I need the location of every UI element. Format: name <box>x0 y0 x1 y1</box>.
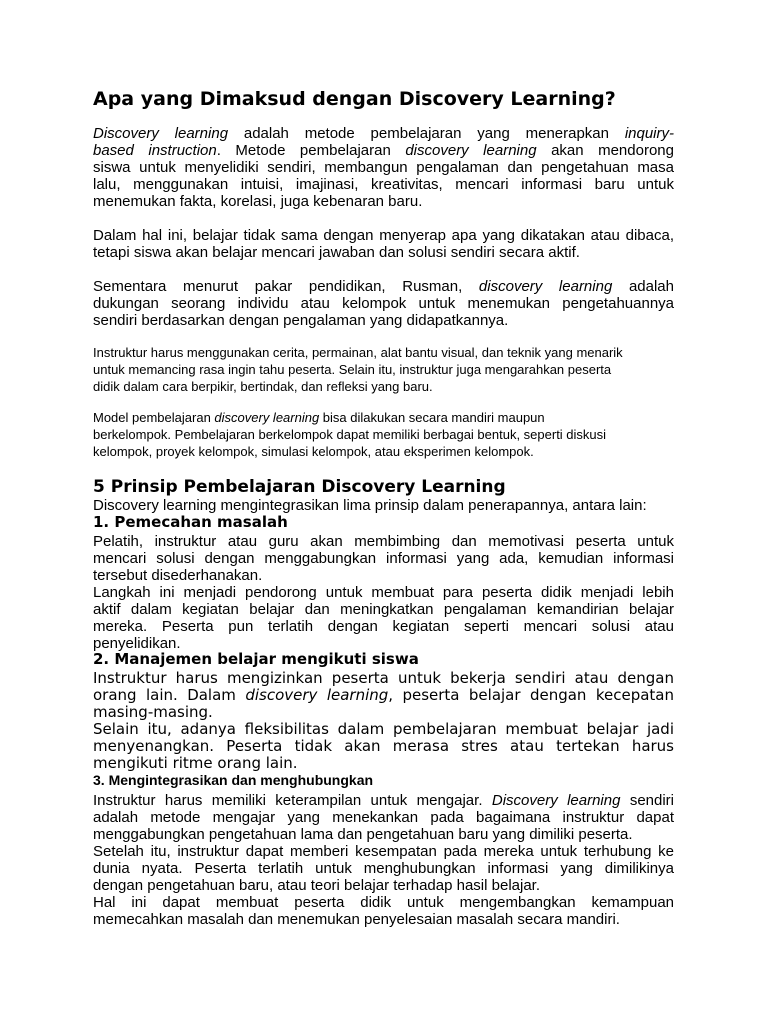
text-line: Instruktur harus menggunakan cerita, permainan, alat bantu visual, dan teknik yang menarik <box>93 345 623 360</box>
text-line: Sementara menurut pakar pendidikan, Rusman, discovery learning adalah <box>93 278 674 295</box>
text-line: menemukan fakta, korelasi, juga kebenaran baru. <box>93 193 423 210</box>
page-title: Apa yang Dimaksud dengan Discovery Learning? <box>93 88 616 110</box>
text-line: Dalam hal ini, belajar tidak sama dengan menyerap apa yang dikatakan atau dibaca, <box>93 227 674 244</box>
text-line: Hal ini dapat membuat peserta didik untuk mengembangkan kemampuan <box>93 894 674 911</box>
text-line: adalah metode mengajar yang menekankan pada bagaimana instruktur dapat <box>93 809 674 826</box>
text-line: Selain itu, adanya fleksibilitas dalam pembelajaran membuat belajar jadi <box>93 720 674 738</box>
text-line: Langkah ini menjadi pendorong untuk membuat para peserta didik menjadi lebih <box>93 584 674 601</box>
principle-1-text <box>93 533 674 652</box>
text-line: Instruktur harus memiliki keterampilan untuk mengajar. Discovery learning sendiri <box>93 792 675 809</box>
text-line: berkelompok. Pembelajaran berkelompok dapat memiliki berbagai bentuk, seperti diskusi <box>93 427 607 442</box>
text-line: didik dalam cara berpikir, bertindak, dan refleksi yang baru. <box>93 379 433 394</box>
text-line: mereka. Peserta pun terlatih dengan kegiatan seperti mencari solusi atau <box>93 618 674 635</box>
section-lead <box>93 497 674 514</box>
text-line: Discovery learning adalah metode pembelajaran yang menerapkan inquiry- <box>93 125 674 142</box>
text-line: Pelatih, instruktur atau guru akan membimbing dan memotivasi peserta untuk <box>93 533 674 550</box>
text-line: tetapi siswa akan belajar mencari jawaban dan solusi sendiri secara aktif. <box>93 244 580 261</box>
intro-paragraph-4 <box>93 344 674 395</box>
text-line: orang lain. Dalam discovery learning, peserta belajar dengan kecepatan <box>93 686 674 704</box>
text-line: Setelah itu, instruktur dapat memberi kesempatan pada mereka untuk terhubung ke <box>93 843 674 860</box>
principle-3-heading: 3. Mengintegrasikan dan menghubungkan <box>93 772 374 788</box>
text-line: dukungan seorang individu atau kelompok untuk menemukan pengetahuannya <box>93 295 674 312</box>
text-line: untuk memancing rasa ingin tahu peserta. Selain itu, instruktur juga mengarahkan peserta <box>93 362 612 377</box>
text-line: menyenangkan. Peserta tidak akan merasa stres atau tertekan harus <box>93 737 674 755</box>
text-line: Discovery learning mengintegrasikan lima prinsip dalam penerapannya, antara lain: <box>93 497 647 514</box>
intro-paragraph-1 <box>93 125 674 210</box>
principle-2-heading: 2. Manajemen belajar mengikuti siswa <box>93 650 419 668</box>
principle-3-text <box>93 792 674 928</box>
principle-1-heading: 1. Pemecahan masalah <box>93 513 288 531</box>
text-line: lalu, menggunakan intuisi, imajinasi, kreativitas, mencari informasi baru untuk <box>93 176 674 193</box>
text-line: tersebut disederhanakan. <box>93 567 263 584</box>
intro-paragraph-5 <box>93 409 674 460</box>
text-line: Instruktur harus mengizinkan peserta untuk bekerja sendiri atau dengan <box>93 669 674 687</box>
intro-paragraph-3 <box>93 278 674 329</box>
text-line: menggabungkan pengetahuan lama dan pengetahuan baru yang dimiliki peserta. <box>93 826 633 843</box>
text-line: mencari solusi dengan menggabungkan informasi yang ada, kemudian informasi <box>93 550 674 567</box>
text-line: penyelidikan. <box>93 635 181 652</box>
text-line: mengikuti ritme orang lain. <box>93 754 298 772</box>
text-line: kelompok, proyek kelompok, simulasi kelompok, atau eksperimen kelompok. <box>93 444 534 459</box>
text-line: based instruction. Metode pembelajaran discovery learning akan mendorong <box>93 142 674 159</box>
text-line: memecahkan masalah dan menemukan penyelesaian masalah secara mandiri. <box>93 911 620 928</box>
text-line: aktif dalam kegiatan belajar dan meningkatkan pengalaman kemandirian belajar <box>93 601 674 618</box>
text-line: siswa untuk menyelidiki sendiri, membangun pengalaman dan pengetahuan masa <box>93 159 674 176</box>
intro-paragraph-2 <box>93 227 674 261</box>
text-line: dengan pengetahuan baru, atau teori belajar terhadap hasil belajar. <box>93 877 541 894</box>
text-line: sendiri berdasarkan dengan pengalaman yang didapatkannya. <box>93 312 509 329</box>
text-line: Model pembelajaran discovery learning bisa dilakukan secara mandiri maupun <box>93 410 545 425</box>
principle-2-text <box>93 670 674 772</box>
text-line: dunia nyata. Peserta terlatih untuk menghubungkan informasi yang dimilikinya <box>93 860 674 877</box>
section-title: 5 Prinsip Pembelajaran Discovery Learning <box>93 477 506 497</box>
text-line: masing-masing. <box>93 703 213 721</box>
